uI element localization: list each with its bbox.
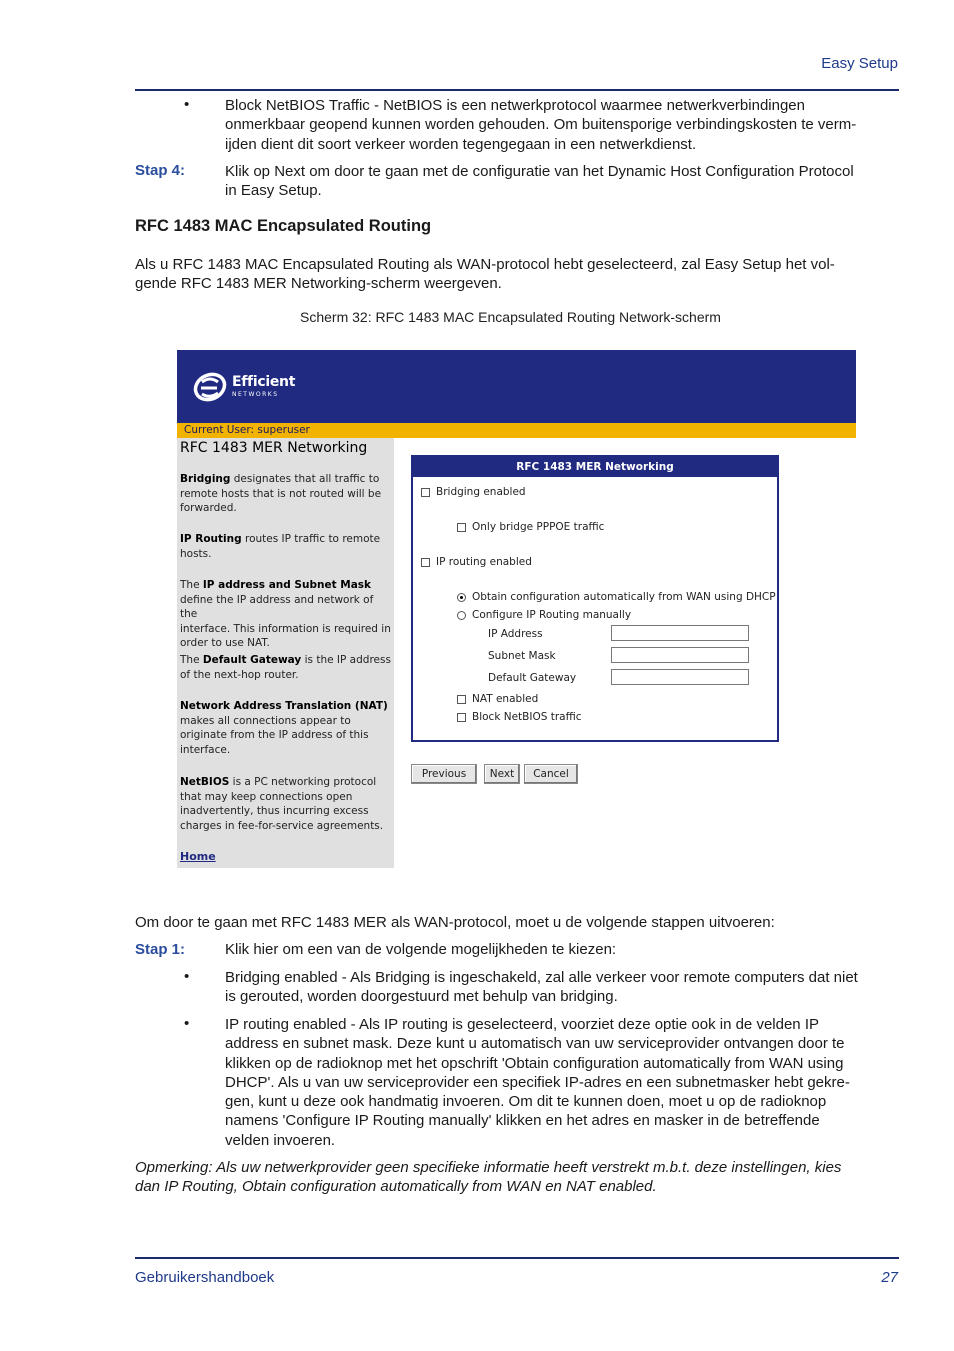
dhcp-radio[interactable] xyxy=(457,593,466,602)
section-title: RFC 1483 MAC Encapsulated Routing xyxy=(135,217,432,235)
footer-rule xyxy=(135,1257,899,1259)
ip-address-input[interactable] xyxy=(611,625,749,641)
after-lead: Om door te gaan met RFC 1483 MER als WAN-protocol, moet u de volgende stappen uitvoeren: xyxy=(135,914,775,931)
bullet-block-netbios: Block NetBIOS Traffic - NetBIOS is een netwerkprotocol waarmee netwerkverbindingen onmerkbaar geopend kunnen worden gehouden. Om buitensporige verbindingskosten te verm- ijden dient dit soort verkeer worden tegengegaan in een netwerkdienst. xyxy=(225,97,857,153)
pppoe-checkbox[interactable] xyxy=(457,523,466,532)
config-panel xyxy=(411,455,779,742)
bullet-iprouting: IP routing enabled - Als IP routing is geselecteerd, voorziet deze optie ook in de velden IP address en subnet mask. Deze kunt u automatisch van uw serviceprovider ontvangen door te klikken op de radioknop met het opschrift 'Obtain configuration automatically from WAN using DHCP'. Als u van uw serviceprovider een specifiek IP-adres en een subnetmasker hebt gekre- gen, kunt u deze ook handmatig invoeren. Om dit te kunnen doen, moet u op de radioknop namens 'Configure IP Routing manually' klikken en het adres en masker in de betreffende velden invoeren. xyxy=(225,1016,850,1149)
page-number: 27 xyxy=(881,1269,898,1286)
sidebar-title: RFC 1483 MER Networking xyxy=(180,440,368,456)
netbios-option[interactable]: Block NetBIOS traffic xyxy=(457,711,582,723)
bullet-dot: • xyxy=(184,96,190,113)
manual-radio[interactable] xyxy=(457,611,466,620)
iprouting-checkbox[interactable] xyxy=(421,558,430,567)
section-intro: Als u RFC 1483 MAC Encapsulated Routing als WAN-protocol hebt geselecteerd, zal Easy Setup het vol- gende RFC 1483 MER Networking-scherm weergeven. xyxy=(135,256,835,293)
bullet-dot: • xyxy=(184,968,190,985)
embedded-screenshot xyxy=(177,350,856,868)
previous-button[interactable]: Previous xyxy=(411,764,477,784)
default-gateway-input[interactable] xyxy=(611,669,749,685)
step1-label: Stap 1: xyxy=(135,941,186,958)
dhcp-option[interactable]: Obtain configuration automatically from WAN using DHCP xyxy=(457,591,776,603)
pppoe-option[interactable]: Only bridge PPPOE traffic xyxy=(457,521,604,533)
current-user-bar: Current User: superuser xyxy=(177,423,856,438)
logo-subtitle: NETWORKS xyxy=(232,391,279,398)
help-nat: Network Address Translation (NAT) makes all connections appear to originate from the IP address of this interface. xyxy=(180,700,388,756)
bridging-checkbox[interactable] xyxy=(421,488,430,497)
help-gateway: The Default Gateway is the IP address of the next-hop router. xyxy=(180,654,391,681)
ip-address-label: IP Address xyxy=(488,628,543,640)
cancel-button[interactable]: Cancel xyxy=(524,764,578,784)
bullet-dot: • xyxy=(184,1015,190,1032)
help-ipaddress: The IP address and Subnet Mask define the IP address and network of the interface. This information is required in order to use NAT. xyxy=(180,579,391,650)
help-bridging: Bridging designates that all traffic to remote hosts that is not routed will be forwarded. xyxy=(180,473,382,515)
header-rule xyxy=(135,89,899,91)
next-button[interactable]: Next xyxy=(484,764,520,784)
config-panel-title: RFC 1483 MER Networking xyxy=(413,457,777,477)
home-link[interactable]: Home xyxy=(180,850,216,863)
footer-title: Gebruikershandboek xyxy=(135,1269,275,1286)
subnet-mask-label: Subnet Mask xyxy=(488,650,556,662)
help-iprouting: IP Routing routes IP traffic to remote hosts. xyxy=(180,533,381,560)
running-header: Easy Setup xyxy=(821,55,898,72)
step4-label: Stap 4: xyxy=(135,162,186,179)
efficient-logo-icon xyxy=(191,368,229,406)
manual-option[interactable]: Configure IP Routing manually xyxy=(457,609,631,621)
bridging-option[interactable]: Bridging enabled xyxy=(421,486,526,498)
subnet-mask-input[interactable] xyxy=(611,647,749,663)
step1-text: Klik hier om een van de volgende mogelijkheden te kiezen: xyxy=(225,941,617,958)
nat-checkbox[interactable] xyxy=(457,695,466,704)
step4-text: Klik op Next om door te gaan met de configuratie van het Dynamic Host Configuration Protocol in Easy Setup. xyxy=(225,163,854,200)
figure-caption: Scherm 32: RFC 1483 MAC Encapsulated Routing Network-scherm xyxy=(300,309,721,325)
help-netbios: NetBIOS is a PC networking protocol that may keep connections open inadvertently, thus incurring excess charges in fee-for-service agreements. xyxy=(180,776,384,832)
note: Opmerking: Als uw netwerkprovider geen specifieke informatie heeft verstrekt m.b.t. deze instellingen, kies dan IP Routing, Obtain configuration automatically from WAN en NAT enabled. xyxy=(135,1159,842,1196)
default-gateway-label: Default Gateway xyxy=(488,672,577,684)
nat-option[interactable]: NAT enabled xyxy=(457,693,538,705)
bullet-bridging: Bridging enabled - Als Bridging is ingeschakeld, zal alle verkeer voor remote computers dat niet is gerouted, worden doorgestuurd met behulp van bridging. xyxy=(225,969,858,1006)
logo-wordmark: Efficient xyxy=(232,374,296,390)
netbios-checkbox[interactable] xyxy=(457,713,466,722)
iprouting-option[interactable]: IP routing enabled xyxy=(421,556,532,568)
